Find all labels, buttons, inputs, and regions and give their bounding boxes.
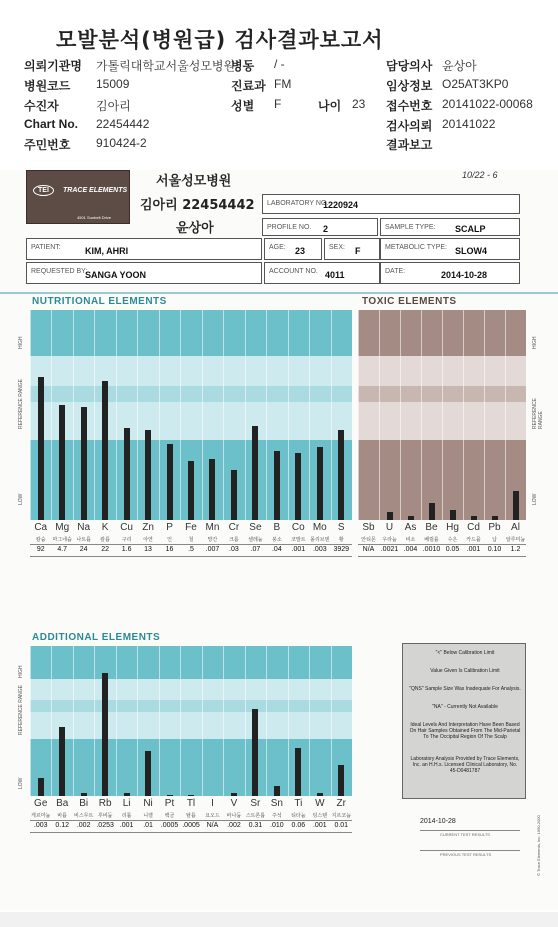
column-separator xyxy=(309,310,310,520)
bar-v xyxy=(231,793,237,796)
element-korean-name: 지르코늄 xyxy=(331,813,351,819)
bar-hg xyxy=(450,510,456,521)
element-symbol: Cd xyxy=(467,522,480,533)
column-separator xyxy=(159,310,160,520)
element-result: N/A xyxy=(362,546,375,553)
element-symbol: Be xyxy=(425,522,438,533)
side-label-ref: REFERENCE RANGE xyxy=(18,684,24,735)
column-separator xyxy=(379,310,380,520)
side-label-ref: REFERENCE RANGE xyxy=(18,378,24,429)
box-sample-type xyxy=(380,218,520,236)
logo-address: 4501 Sunbelt Drive xyxy=(77,215,112,220)
column-separator xyxy=(421,310,422,520)
right-field-label: 담당의사 xyxy=(386,59,433,73)
element-symbol: Sn xyxy=(270,798,283,809)
element-symbol: Bi xyxy=(79,798,89,809)
element-korean-name: 납 xyxy=(492,537,497,543)
column-separator xyxy=(51,646,52,796)
element-result: 3929 xyxy=(333,546,350,553)
reference-band xyxy=(30,679,352,700)
element-result: 1.2 xyxy=(510,546,521,553)
previous-line xyxy=(420,850,520,851)
column-separator xyxy=(94,310,95,520)
element-korean-name: 붕소 xyxy=(272,537,282,543)
element-symbol: Se xyxy=(249,522,262,533)
element-result: .5 xyxy=(188,546,194,553)
box-label: ACCOUNT NO. xyxy=(269,268,318,275)
bar-rb xyxy=(102,673,108,796)
element-symbol: Ni xyxy=(143,798,153,809)
element-symbol: W xyxy=(315,798,325,809)
element-korean-name: 인 xyxy=(167,537,172,543)
element-result: 24 xyxy=(79,546,88,553)
bar-mn xyxy=(209,459,215,520)
element-korean-name: 탈륨 xyxy=(186,813,196,819)
bar-li xyxy=(124,793,130,796)
right-field-label: 결과보고 xyxy=(386,138,433,152)
element-result: .001 xyxy=(466,546,481,553)
element-symbol: Ca xyxy=(34,522,48,533)
column-separator xyxy=(331,646,332,796)
element-result: .003 xyxy=(33,822,48,829)
element-symbol: Al xyxy=(511,522,520,533)
bar-ti xyxy=(295,748,301,796)
box-account xyxy=(264,262,380,284)
bottom-date: 2014-10-28 xyxy=(420,818,456,825)
bar-al xyxy=(513,491,519,520)
element-symbol: Cu xyxy=(120,522,133,533)
current-label: CURRENT TEST RESULTS xyxy=(440,832,490,837)
element-result: .001 xyxy=(312,822,327,829)
element-result: N/A xyxy=(206,822,219,829)
current-line xyxy=(420,830,520,831)
element-korean-name: 우라늄 xyxy=(382,537,397,543)
chart-nutritional-elements xyxy=(30,310,352,520)
column-separator xyxy=(505,310,506,520)
field-value: 김아리 xyxy=(96,99,131,113)
column-separator xyxy=(73,310,74,520)
element-korean-name: 요오드 xyxy=(205,813,220,819)
element-korean-name: 나트륨 xyxy=(76,537,91,543)
element-symbol: Co xyxy=(291,522,305,533)
reference-band xyxy=(30,402,352,440)
copyright: © Trace Elements, Inc. 1990-2000 xyxy=(536,815,541,876)
box-label: SAMPLE TYPE: xyxy=(385,224,436,231)
mid-field-label: 병동 xyxy=(231,59,255,73)
field-value: 910424-2 xyxy=(96,136,147,150)
box-sex xyxy=(324,238,380,260)
right-field-value: 20141022 xyxy=(442,117,496,131)
element-result: 16 xyxy=(165,546,174,553)
column-separator xyxy=(137,310,138,520)
handwritten-doctor: 윤상아 xyxy=(176,221,214,236)
field-label: 수진자 xyxy=(24,99,59,113)
element-korean-name: 마그네슘 xyxy=(52,537,72,543)
bar-pb xyxy=(492,516,498,520)
side-label-low: LOW xyxy=(18,777,24,789)
box-label: PATIENT: xyxy=(31,244,61,251)
field-value: 22454442 xyxy=(96,117,150,131)
element-symbol: Pb xyxy=(488,522,501,533)
element-result: .002 xyxy=(76,822,91,829)
box-value: SANGA YOON xyxy=(85,270,147,280)
handwritten-patient: 김아리 22454442 xyxy=(140,198,255,213)
element-symbol: Pt xyxy=(164,798,175,809)
element-symbol: Sr xyxy=(250,798,261,809)
bottom-margin xyxy=(0,912,558,927)
column-separator xyxy=(116,646,117,796)
element-symbol: As xyxy=(404,522,417,533)
element-symbol: Zr xyxy=(336,798,346,809)
element-korean-name: 주석 xyxy=(272,813,282,819)
column-separator xyxy=(266,310,267,520)
side-label-low: LOW xyxy=(18,493,24,505)
column-separator xyxy=(442,310,443,520)
element-korean-name: 베릴륨 xyxy=(424,537,439,543)
notes-panel xyxy=(402,643,526,799)
element-result: 0.31 xyxy=(248,822,263,829)
box-value: KIM, AHRI xyxy=(85,246,129,256)
field-label: Chart No. xyxy=(24,117,78,131)
element-korean-name: 티타늄 xyxy=(291,813,306,819)
bar-fe xyxy=(188,461,194,520)
element-symbol: Zn xyxy=(142,522,154,533)
mid-field-value: FM xyxy=(274,77,292,91)
result-row-line xyxy=(30,832,352,833)
element-korean-name: 리튬 xyxy=(121,813,132,819)
element-symbol: Li xyxy=(122,798,131,809)
bar-be xyxy=(429,503,435,520)
bar-b xyxy=(274,451,280,520)
element-symbol: I xyxy=(211,798,214,809)
element-korean-name: 스트론튬 xyxy=(245,813,266,819)
bar-p xyxy=(167,444,173,520)
column-separator xyxy=(266,646,267,796)
element-korean-name: 구리 xyxy=(121,537,132,543)
element-korean-name: 백금 xyxy=(164,813,175,819)
box-profile-no xyxy=(262,218,378,236)
result-row-line xyxy=(30,820,352,821)
bar-pt xyxy=(167,795,173,797)
column-separator xyxy=(223,646,224,796)
mid-field-label: 성별 xyxy=(231,99,255,113)
bar-ba xyxy=(59,727,65,796)
handwritten-hospital: 서울성모병원 xyxy=(156,174,232,189)
element-symbol: Na xyxy=(77,522,91,533)
column-separator xyxy=(116,310,117,520)
field-label: 주민번호 xyxy=(24,138,71,152)
element-korean-name: 몰리브덴 xyxy=(310,537,330,543)
element-korean-name: 비소 xyxy=(405,537,416,543)
bar-co xyxy=(295,453,301,520)
element-result: .04 xyxy=(271,546,282,553)
element-result: 0.05 xyxy=(445,546,460,553)
bar-u xyxy=(387,512,393,520)
element-result: 0.12 xyxy=(55,822,69,829)
element-korean-name: 니켈 xyxy=(143,813,153,819)
element-symbol: Cr xyxy=(228,522,240,533)
element-result: 0.10 xyxy=(487,546,502,553)
lab-logo xyxy=(26,170,130,224)
bar-as xyxy=(408,516,414,520)
element-korean-name: 셀레늄 xyxy=(248,537,263,543)
right-field-label: 접수번호 xyxy=(386,99,433,113)
element-symbol: Ti xyxy=(294,798,303,809)
result-row-line xyxy=(358,556,526,557)
box-lab-no xyxy=(262,194,520,214)
mid-field-value: / - xyxy=(274,57,285,71)
column-separator xyxy=(463,310,464,520)
column-separator xyxy=(202,310,203,520)
element-result: 92 xyxy=(36,546,45,553)
box-age xyxy=(264,238,322,260)
mid-field-value: F xyxy=(274,97,282,111)
element-korean-name: 칼슘 xyxy=(35,537,46,543)
box-value: F xyxy=(355,246,361,256)
element-result: .001 xyxy=(119,822,134,829)
box-label: LABORATORY NO. xyxy=(267,200,329,207)
element-result: .0010 xyxy=(422,546,441,553)
bar-w xyxy=(317,793,323,796)
box-value: 1220924 xyxy=(323,200,359,210)
element-korean-name: 크롬 xyxy=(229,537,239,543)
column-separator xyxy=(159,646,160,796)
box-label: DATE: xyxy=(385,268,406,275)
element-korean-name: 수은 xyxy=(447,537,458,543)
bar-na xyxy=(81,407,87,520)
side-label-high: HIGH xyxy=(532,336,538,350)
element-result: 22 xyxy=(101,546,110,553)
field-label: 의뢰기관명 xyxy=(24,59,82,73)
box-label: SEX: xyxy=(329,244,345,251)
element-korean-name: 텅스텐 xyxy=(312,813,328,819)
chart-toxic-elements xyxy=(358,310,526,520)
bar-sn xyxy=(274,786,280,797)
bar-ni xyxy=(145,751,151,796)
element-result: 1.6 xyxy=(121,546,132,553)
bar-zr xyxy=(338,765,344,797)
handwritten-date: 10/22 - 6 xyxy=(462,170,498,180)
element-result: .0253 xyxy=(96,822,114,829)
bar-ca xyxy=(38,377,44,520)
element-korean-name: 바륨 xyxy=(57,813,68,819)
element-result: .0021 xyxy=(380,546,399,553)
bar-mg xyxy=(59,405,65,521)
note-text: Laboratory Analysis Provided by Trace Elements, Inc. an H.H.s. Licensed Clinical Laboratory, No. 45-D0481787 xyxy=(410,756,520,774)
element-result: .007 xyxy=(205,546,220,553)
element-result: .0005 xyxy=(182,822,200,829)
column-separator xyxy=(309,646,310,796)
element-korean-name: 카드뮴 xyxy=(466,537,481,543)
chart-additional-elements xyxy=(30,646,352,796)
box-value: 2 xyxy=(323,224,329,234)
element-result: 13 xyxy=(144,546,152,553)
column-separator xyxy=(73,646,74,796)
column-separator xyxy=(245,310,246,520)
element-symbol: Mo xyxy=(312,522,327,533)
element-symbol: Ba xyxy=(56,798,69,809)
column-separator xyxy=(400,310,401,520)
column-separator xyxy=(358,310,359,520)
box-value: 2014-10-28 xyxy=(441,270,488,280)
column-separator xyxy=(484,310,485,520)
additional-title: ADDITIONAL ELEMENTS xyxy=(32,632,161,643)
column-separator xyxy=(180,310,181,520)
note-text: "<" Below Calibration Limit xyxy=(435,650,495,656)
bar-bi xyxy=(81,793,87,796)
right-field-label: 임상정보 xyxy=(386,79,433,93)
toxic-title: TOXIC ELEMENTS xyxy=(362,296,457,307)
element-result: .003 xyxy=(312,546,327,553)
element-result: .002 xyxy=(227,822,241,829)
mid-field-value: 23 xyxy=(352,97,366,111)
nutritional-title: NUTRITIONAL ELEMENTS xyxy=(32,296,167,307)
reference-band xyxy=(30,386,352,403)
reference-band xyxy=(30,712,352,739)
element-result: 0.06 xyxy=(291,822,306,829)
column-separator xyxy=(30,646,31,796)
previous-label: PREVIOUS TEST RESULTS xyxy=(440,852,492,857)
column-separator xyxy=(180,646,181,796)
box-metabolic xyxy=(380,238,520,260)
note-text: "QNS" Sample Size Was Inadequate For Analysis. xyxy=(409,686,521,692)
bar-k xyxy=(102,381,108,520)
right-field-label: 검사의뢰 xyxy=(386,119,433,133)
element-korean-name: 황 xyxy=(338,537,344,543)
element-result: .01 xyxy=(143,822,153,829)
reference-band xyxy=(30,356,352,385)
mid-field-label: 진료과 xyxy=(231,79,266,93)
element-korean-name: 안티몬 xyxy=(361,537,376,543)
note-text: "NA" - Currently Not Available xyxy=(432,704,498,710)
element-korean-name: 비스무트 xyxy=(73,813,94,819)
side-label-ref: REFERENCE RANGE xyxy=(532,398,544,429)
element-symbol: Mn xyxy=(205,522,220,533)
column-separator xyxy=(288,310,289,520)
result-row-line xyxy=(30,556,352,557)
element-symbol: Fe xyxy=(185,522,197,533)
bar-se xyxy=(252,426,258,521)
element-symbol: V xyxy=(230,798,238,809)
right-field-value: 20141022-00068 xyxy=(442,97,533,111)
bar-cd xyxy=(471,516,477,520)
reference-band xyxy=(30,700,352,712)
box-patient xyxy=(26,238,262,260)
box-value: SCALP xyxy=(455,224,486,234)
report-scan xyxy=(0,170,558,910)
column-separator xyxy=(137,646,138,796)
element-result: .010 xyxy=(270,822,284,829)
logo-text: TRACE ELEMENTS xyxy=(63,187,128,194)
element-symbol: K xyxy=(101,522,109,533)
field-value: 15009 xyxy=(96,77,130,91)
note-text: Ideal Levels And Interpretation Have Been Based On Hair Samples Obtained From The Mid-Parietal To The Occipital Region Of The Scalp xyxy=(409,722,521,740)
element-symbol: Mg xyxy=(55,522,70,533)
note-text: Value Given Is Calibration Limit xyxy=(430,668,500,674)
element-symbol: Sb xyxy=(362,522,375,533)
element-symbol: Tl xyxy=(186,798,196,809)
element-korean-name: 아연 xyxy=(143,537,153,543)
bar-mo xyxy=(317,447,323,521)
column-separator xyxy=(223,310,224,520)
element-korean-name: 칼륨 xyxy=(100,537,110,543)
element-result: .001 xyxy=(291,546,306,553)
element-korean-name: 철 xyxy=(188,537,194,543)
bar-cr xyxy=(231,470,237,520)
element-korean-name: 게르마늄 xyxy=(31,813,51,819)
result-row-line xyxy=(358,544,526,545)
bar-ge xyxy=(38,778,44,796)
column-separator xyxy=(202,646,203,796)
element-korean-name: 망간 xyxy=(207,537,218,543)
element-symbol: U xyxy=(385,522,394,533)
element-korean-name: 코발트 xyxy=(291,537,306,543)
element-symbol: B xyxy=(273,522,281,533)
column-separator xyxy=(245,646,246,796)
divider-strip xyxy=(0,292,558,294)
box-value: 23 xyxy=(295,246,306,256)
box-label: AGE: xyxy=(269,244,286,251)
element-result: .0005 xyxy=(160,822,179,829)
bar-tl xyxy=(188,795,194,797)
element-korean-name: 알루미늄 xyxy=(505,537,526,543)
field-label: 병원코드 xyxy=(24,79,71,93)
element-korean-name: 바나듐 xyxy=(226,813,242,819)
bar-s xyxy=(338,430,344,520)
element-symbol: Ge xyxy=(34,798,48,809)
mid-field-label: 나이 xyxy=(318,99,342,113)
right-field-value: O25AT3KP0 xyxy=(442,77,509,91)
element-result: 0.01 xyxy=(334,822,349,829)
bar-cu xyxy=(124,428,130,520)
element-korean-name: 루비듐 xyxy=(97,813,113,819)
column-separator xyxy=(94,646,95,796)
side-label-high: HIGH xyxy=(18,665,24,678)
column-separator xyxy=(30,310,31,520)
bar-sr xyxy=(252,709,258,796)
element-symbol: Hg xyxy=(446,522,459,533)
box-label: METABOLIC TYPE: xyxy=(385,244,447,251)
logo-mark-icon: TEI xyxy=(33,185,54,196)
column-separator xyxy=(288,646,289,796)
side-label-high: HIGH xyxy=(18,336,24,350)
field-value: 가톨릭대학교서울성모병원 xyxy=(96,59,236,73)
bar-zn xyxy=(145,430,151,520)
element-symbol: S xyxy=(337,522,345,533)
box-label: PROFILE NO. xyxy=(267,224,312,231)
side-label-low: LOW xyxy=(532,493,538,505)
element-result: .07 xyxy=(250,546,261,553)
element-result: .004 xyxy=(403,546,418,553)
right-field-value: 윤상아 xyxy=(442,59,477,73)
page-title: 모발분석(병원급) 검사결과보고서 xyxy=(56,28,384,52)
element-result: .03 xyxy=(229,546,239,553)
column-separator xyxy=(51,310,52,520)
element-result: 4.7 xyxy=(57,546,68,553)
box-requested xyxy=(26,262,262,284)
box-label: REQUESTED BY: xyxy=(31,268,88,275)
box-value: SLOW4 xyxy=(455,246,488,256)
column-separator xyxy=(331,310,332,520)
result-row-line xyxy=(30,544,352,545)
box-value: 4011 xyxy=(325,270,345,280)
box-date xyxy=(380,262,520,284)
element-symbol: P xyxy=(166,522,173,533)
element-symbol: Rb xyxy=(98,798,112,809)
